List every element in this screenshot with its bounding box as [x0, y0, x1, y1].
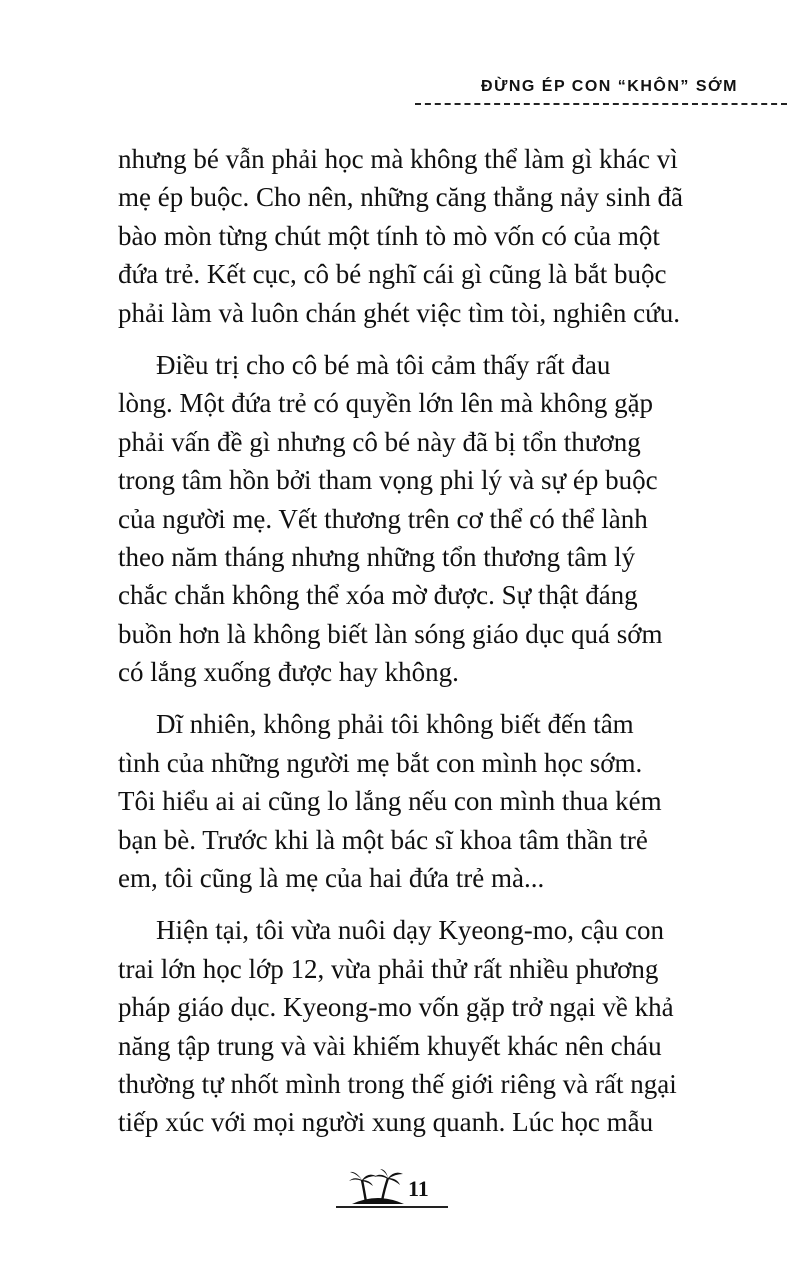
page-footer [0, 1168, 800, 1218]
text-line: bạn bè. Trước khi là một bác sĩ khoa tâm thần trẻ [118, 824, 648, 855]
header-divider [415, 103, 787, 105]
text-line: phải làm và luôn chán ghét việc tìm tòi, nghiên cứu. [118, 297, 680, 328]
text-line: đứa trẻ. Kết cục, cô bé nghĩ cái gì cũng là bắt buộc [118, 259, 667, 290]
text-line: em, tôi cũng là mẹ của hai đứa trẻ mà... [118, 863, 545, 894]
text-line: theo năm tháng nhưng những tổn thương tâm lý [118, 541, 636, 572]
text-line: nhưng bé vẫn phải học mà không thể làm gì khác vì [118, 144, 678, 174]
text-line: Điều trị cho cô bé mà tôi cảm thấy rất đau [156, 349, 611, 380]
text-line: tiếp xúc với mọi người xung quanh. Lúc học mẫu [118, 1107, 654, 1138]
text-line: Hiện tại, tôi vừa nuôi dạy Kyeong-mo, cậu con [156, 915, 665, 946]
text-line: chắc chắn không thể xóa mờ được. Sự thật đáng [118, 580, 638, 611]
paragraph-1 [118, 140, 688, 332]
text-line: năng tập trung và vài khiếm khuyết khác nên cháu [118, 1030, 662, 1061]
page-number: 11 [408, 1176, 429, 1201]
text-line: bào mòn từng chút một tính tò mò vốn có của một [118, 220, 660, 251]
text-line: trai lớn học lớp 12, vừa phải thử rất nhiều phương [118, 953, 659, 984]
text-line: phải vấn đề gì nhưng cô bé này đã bị tổn thương [118, 426, 641, 457]
text-line: lòng. Một đứa trẻ có quyền lớn lên mà không gặp [118, 388, 654, 419]
text-line: của người mẹ. Vết thương trên cơ thể có thể lành [118, 503, 648, 534]
text-line: mẹ ép buộc. Cho nên, những căng thẳng nảy sinh đã [118, 182, 684, 213]
text-line: thường tự nhốt mình trong thế giới riêng và rất ngại [118, 1068, 677, 1099]
paragraph-2 [118, 346, 688, 692]
text-line: buồn hơn là không biết làn sóng giáo dục quá sớm [118, 618, 663, 649]
text-line: trong tâm hồn bởi tham vọng phi lý và sự ép buộc [118, 465, 658, 496]
palm-tree-island-icon [348, 1168, 408, 1210]
footer-divider [336, 1206, 448, 1208]
running-header-title: ĐỪNG ÉP CON “KHÔN” SỚM [481, 78, 738, 95]
paragraph-3 [118, 705, 688, 897]
paragraph-4 [118, 911, 688, 1141]
text-line: Dĩ nhiên, không phải tôi không biết đến tâm [156, 709, 634, 740]
text-line: tình của những người mẹ bắt con mình học sớm. [118, 747, 643, 778]
text-line: Tôi hiểu ai ai cũng lo lắng nếu con mình thua kém [118, 786, 662, 817]
text-line: pháp giáo dục. Kyeong-mo vốn gặp trở ngại về khả [118, 992, 674, 1023]
text-line: có lắng xuống được hay không. [118, 657, 459, 688]
body-text [118, 140, 688, 1142]
